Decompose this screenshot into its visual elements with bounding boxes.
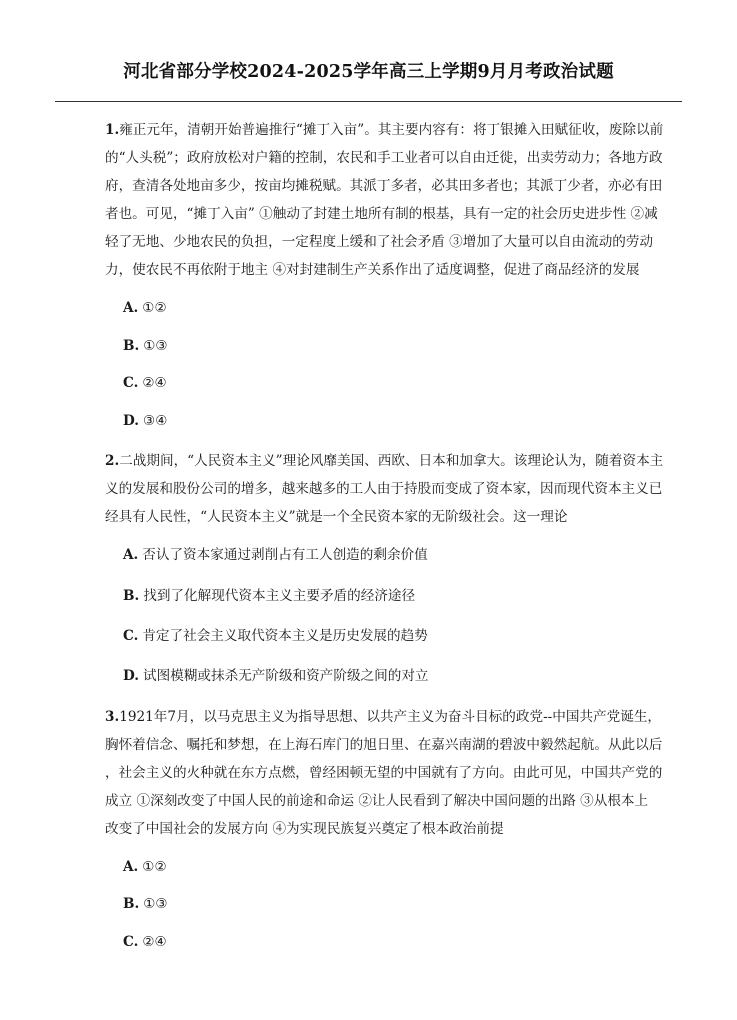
option-letter: B. [123, 896, 140, 912]
question-1 [105, 116, 685, 284]
option-letter: A. [123, 547, 139, 563]
option-text: 肯定了社会主义取代资本主义是历史发展的趋势 [142, 628, 428, 644]
option-c [123, 626, 428, 646]
question-text-line: 成立 ①深刻改变了中国人民的前途和命运 ②让人民看到了解决中国问题的出路 ③从根本上 [105, 793, 649, 809]
question-text-line: 改变了中国社会的发展方向 ④为实现民族复兴奠定了根本政治前提 [105, 821, 504, 837]
option-letter: C. [123, 628, 139, 644]
option-b [123, 894, 168, 914]
question-2 [105, 447, 685, 531]
option-letter: B. [123, 338, 140, 354]
question-text-line: 雍正元年，清朝开始普遍推行“摊丁入亩”。其主要内容有：将丁银摊入田赋征收，废除以前 [119, 122, 664, 138]
option-a [123, 857, 167, 877]
question-text-line: 轻了无地、少地农民的负担，一定程度上缓和了社会矛盾 ③增加了大量可以自由流动的劳动 [105, 234, 654, 250]
question-text-line: 者也。可见，“摊丁入亩” ①触动了封建土地所有制的根基，具有一定的社会历史进步性 ②减 [105, 206, 658, 222]
question-3 [105, 703, 685, 843]
option-text: ①③ [143, 896, 168, 912]
option-text: 找到了化解现代资本主义主要矛盾的经济途径 [143, 588, 416, 604]
option-text: ②④ [142, 934, 167, 950]
option-letter: D. [123, 413, 140, 429]
question-text-line: 府，查清各处地亩多少，按亩均摊税赋。其派丁多者，必其田多者也；其派丁少者，亦必有田 [105, 178, 663, 194]
question-text-line: 的“人头税”；政府放松对户籍的控制，农民和手工业者可以自由迁徙，出卖劳动力；各地方政 [105, 150, 663, 166]
option-b [123, 586, 415, 606]
document-title: 河北省部分学校2024-2025学年高三上学期9月月考政治试题 [123, 62, 614, 82]
question-text-line: 1921年7月，以马克思主义为指导思想、以共产主义为奋斗目标的政党--中国共产党诞生， [119, 709, 662, 725]
question-text-line: 义的发展和股份公司的增多，越来越多的工人由于持股而变成了资本家，因而现代资本主义已 [105, 481, 663, 497]
question-text-line: 经具有人民性，“人民资本主义”就是一个全民资本家的无阶级社会。这一理论 [105, 509, 568, 525]
option-letter: D. [123, 668, 140, 684]
question-number: 1. [105, 122, 120, 138]
option-text: ①③ [143, 338, 168, 354]
title-divider [55, 101, 682, 102]
option-text: ①② [142, 859, 167, 875]
option-c [123, 932, 167, 952]
question-text-line: 力，使农民不再依附于地主 ④对封建制生产关系作出了适度调整，促进了商品经济的发展 [105, 262, 640, 278]
question-number: 3. [105, 709, 120, 725]
option-text: ③④ [143, 413, 168, 429]
option-letter: C. [123, 375, 139, 391]
option-text: ②④ [142, 375, 167, 391]
option-a [123, 545, 428, 565]
option-letter: A. [123, 300, 139, 316]
option-letter: C. [123, 934, 139, 950]
option-a [123, 298, 167, 318]
question-text-line: ，社会主义的火种就在东方点燃，曾经困顿无望的中国就有了方向。由此可见，中国共产党的 [105, 765, 663, 781]
option-text: ①② [142, 300, 167, 316]
option-letter: B. [123, 588, 140, 604]
question-text-line: 二战期间，“人民资本主义”理论风靡美国、西欧、日本和加拿大。该理论认为，随着资本主 [119, 453, 664, 469]
option-letter: A. [123, 859, 139, 875]
option-c [123, 373, 167, 393]
option-text: 否认了资本家通过剥削占有工人创造的剩余价值 [142, 547, 428, 563]
option-d [123, 666, 429, 686]
option-text: 试图模糊或抹杀无产阶级和资产阶级之间的对立 [143, 668, 429, 684]
option-b [123, 336, 168, 356]
option-d [123, 411, 167, 431]
question-text-line: 胸怀着信念、嘱托和梦想，在上海石库门的旭日里、在嘉兴南湖的碧波中毅然起航。从此以后 [105, 737, 663, 753]
question-number: 2. [105, 453, 120, 469]
